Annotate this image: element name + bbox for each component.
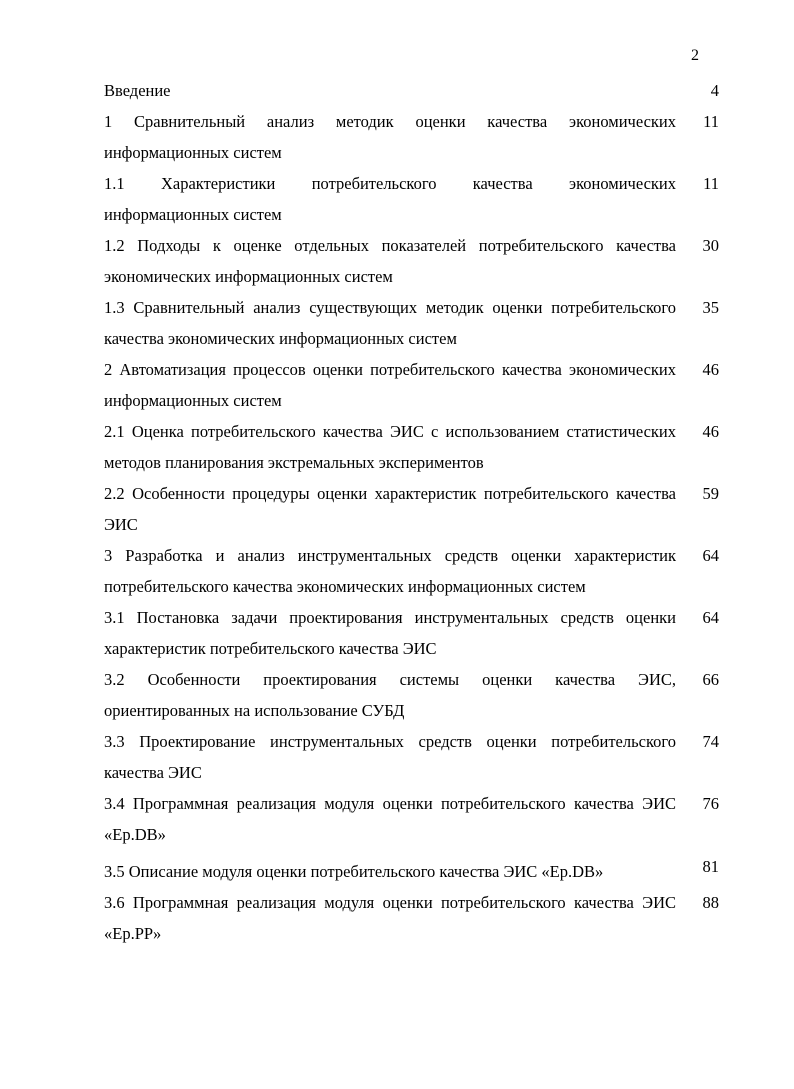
toc-entry-2-1 — [104, 416, 719, 478]
toc-entry-2 — [104, 354, 719, 416]
toc-entry-title: 2 Автоматизация процессов оценки потребительского качества экономических информационных систем — [104, 360, 676, 410]
toc-entry-title: 1.2 Подходы к оценке отдельных показателей потребительского качества экономических информационных систем — [104, 236, 676, 286]
toc-entry-title: 1 Сравнительный анализ методик оценки качества экономических информационных систем — [104, 112, 676, 162]
toc-entry-1-3 — [104, 292, 719, 354]
toc-entry-title: 3.6 Программная реализация модуля оценки потребительского качества ЭИС «Ep.PP» — [104, 893, 676, 943]
toc-entry-title: 1.1 Характеристики потребительского качества экономических информационных систем — [104, 174, 676, 224]
toc-entry-title: 3.2 Особенности проектирования системы оценки качества ЭИС, ориентированных на использование СУБД — [104, 670, 676, 720]
table-of-contents — [104, 75, 719, 949]
toc-entry-page: 4 — [710, 81, 719, 100]
toc-entry-title: 2.1 Оценка потребительского качества ЭИС с использованием статистических методов планирования экстремальных экспериментов — [104, 422, 676, 472]
toc-entry-title: 3.1 Постановка задачи проектирования инструментальных средств оценки характеристик потребительского качества ЭИС — [104, 608, 676, 658]
toc-entry-page: 59 — [702, 484, 719, 503]
toc-entry-title: Введение — [104, 81, 171, 100]
toc-entry-page: 11 — [703, 112, 719, 131]
toc-entry-title: 3.4 Программная реализация модуля оценки потребительского качества ЭИС «Ep.DB» — [104, 794, 676, 844]
toc-entry-page: 35 — [702, 298, 719, 317]
toc-entry-introduction — [104, 75, 719, 106]
toc-entry-3-4 — [104, 788, 719, 850]
toc-entry-2-2 — [104, 478, 719, 540]
toc-entry-page: 76 — [702, 794, 719, 813]
toc-entry-page: 74 — [702, 732, 719, 751]
toc-entry-title: 3.5 Описание модуля оценки потребительского качества ЭИС «Ep.DB» — [104, 862, 604, 881]
toc-entry-title: 3 Разработка и анализ инструментальных средств оценки характеристик потребительского качества экономических информационных систем — [104, 546, 676, 596]
toc-entry-1-2 — [104, 230, 719, 292]
toc-entry-3-6 — [104, 887, 719, 949]
toc-entry-page: 64 — [702, 546, 719, 565]
toc-entry-page: 30 — [702, 236, 719, 255]
toc-entry-3-5 — [104, 856, 719, 887]
toc-entry-1-1 — [104, 168, 719, 230]
toc-entry-3-2 — [104, 664, 719, 726]
toc-entry-page: 46 — [702, 422, 719, 441]
toc-entry-title: 3.3 Проектирование инструментальных средств оценки потребительского качества ЭИС — [104, 732, 676, 782]
toc-entry-1 — [104, 106, 719, 168]
toc-entry-page: 88 — [702, 893, 719, 912]
toc-entry-3-3 — [104, 726, 719, 788]
toc-entry-page: 11 — [703, 174, 719, 193]
toc-entry-title: 1.3 Сравнительный анализ существующих методик оценки потребительского качества экономических информационных систем — [104, 298, 676, 348]
toc-entry-3 — [104, 540, 719, 602]
toc-entry-page: 66 — [702, 670, 719, 689]
toc-entry-3-1 — [104, 602, 719, 664]
toc-entry-page: 64 — [702, 608, 719, 627]
toc-entry-title: 2.2 Особенности процедуры оценки характеристик потребительского качества ЭИС — [104, 484, 676, 534]
toc-entry-page: 46 — [702, 360, 719, 379]
page-number: 2 — [691, 47, 699, 64]
toc-entry-page: 81 — [702, 857, 719, 876]
